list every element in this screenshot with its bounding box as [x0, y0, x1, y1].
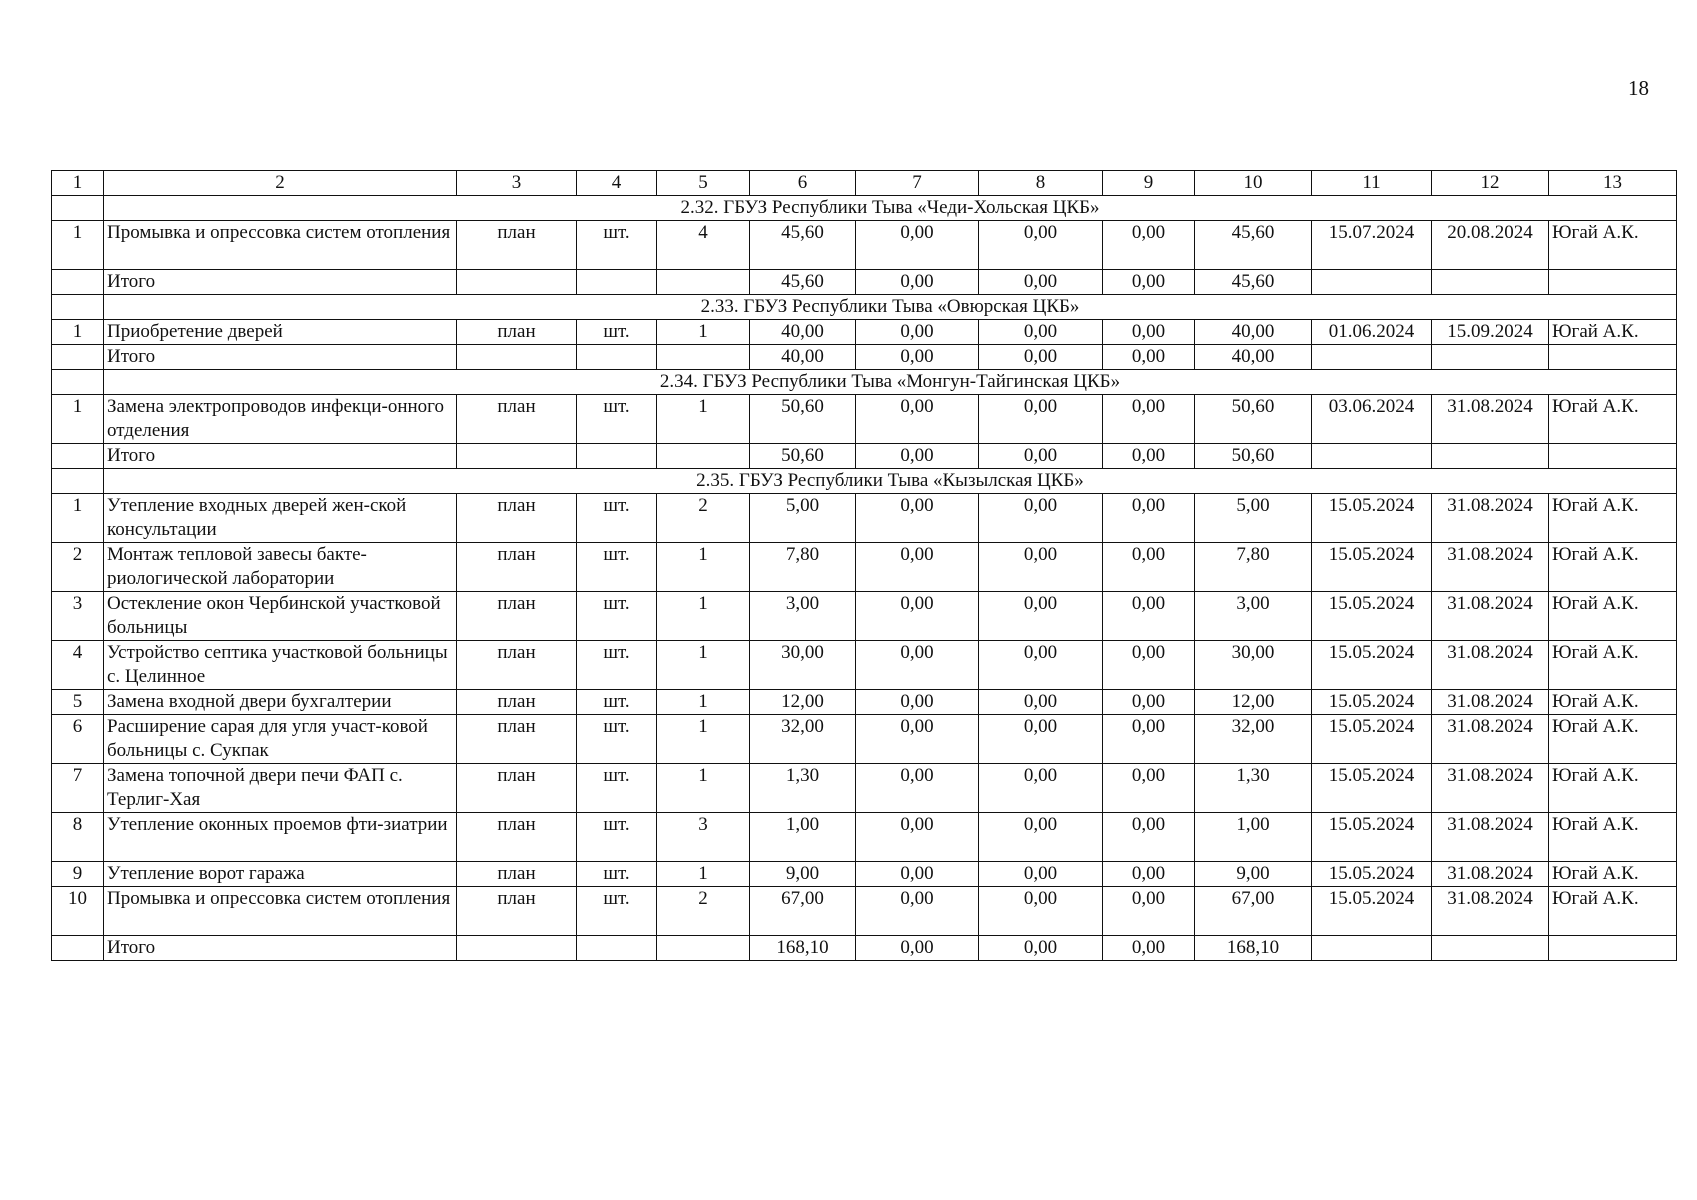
total-col8: 0,00	[979, 936, 1103, 961]
amount-col7: 0,00	[856, 320, 979, 345]
plan-type: план	[457, 862, 577, 887]
amount-col9: 0,00	[1103, 887, 1195, 936]
amount-col8: 0,00	[979, 543, 1103, 592]
responsible-person: Югай А.К.	[1549, 764, 1677, 813]
table-row	[52, 813, 1677, 862]
responsible-person: Югай А.К.	[1549, 395, 1677, 444]
row-number: 10	[52, 887, 104, 936]
table-row	[52, 494, 1677, 543]
work-name: Приобретение дверей	[104, 320, 457, 345]
end-date: 31.08.2024	[1432, 764, 1549, 813]
amount-col7: 0,00	[856, 395, 979, 444]
total-label: Итого	[104, 270, 457, 295]
work-name: Замена входной двери бухгалтерии	[104, 690, 457, 715]
amount-col9: 0,00	[1103, 320, 1195, 345]
total-col9: 0,00	[1103, 345, 1195, 370]
amount-col9: 0,00	[1103, 813, 1195, 862]
row-number: 9	[52, 862, 104, 887]
col-header: 12	[1432, 171, 1549, 196]
responsible-person: Югай А.К.	[1549, 887, 1677, 936]
section-header-row	[52, 295, 1677, 320]
quantity: 1	[657, 715, 750, 764]
work-name: Утепление ворот гаража	[104, 862, 457, 887]
total-col10: 50,60	[1195, 444, 1312, 469]
responsible-person: Югай А.К.	[1549, 813, 1677, 862]
end-date: 31.08.2024	[1432, 862, 1549, 887]
amount-col7: 0,00	[856, 690, 979, 715]
amount-col9: 0,00	[1103, 221, 1195, 270]
amount-col7: 0,00	[856, 494, 979, 543]
table-row	[52, 764, 1677, 813]
total-col10: 40,00	[1195, 345, 1312, 370]
section-title: 2.35. ГБУЗ Республики Тыва «Кызылская ЦКБ»	[104, 469, 1677, 494]
empty-cell	[657, 270, 750, 295]
amount-col9: 0,00	[1103, 764, 1195, 813]
empty-cell	[1432, 345, 1549, 370]
col-header: 2	[104, 171, 457, 196]
amount-total: 12,00	[750, 690, 856, 715]
total-label: Итого	[104, 936, 457, 961]
empty-cell	[1312, 444, 1432, 469]
start-date: 01.06.2024	[1312, 320, 1432, 345]
plan-type: план	[457, 543, 577, 592]
end-date: 15.09.2024	[1432, 320, 1549, 345]
amount-col9: 0,00	[1103, 395, 1195, 444]
plan-type: план	[457, 494, 577, 543]
section-title: 2.32. ГБУЗ Республики Тыва «Чеди-Хольская ЦКБ»	[104, 196, 1677, 221]
amount-col7: 0,00	[856, 543, 979, 592]
empty-cell	[577, 270, 657, 295]
amount-col9: 0,00	[1103, 641, 1195, 690]
total-label: Итого	[104, 444, 457, 469]
total-row	[52, 270, 1677, 295]
empty-cell	[657, 345, 750, 370]
amount-total: 40,00	[750, 320, 856, 345]
work-name: Утепление входных дверей жен-ской консультации	[104, 494, 457, 543]
start-date: 15.05.2024	[1312, 887, 1432, 936]
col-header: 10	[1195, 171, 1312, 196]
quantity: 2	[657, 494, 750, 543]
amount-total: 50,60	[750, 395, 856, 444]
table-row	[52, 715, 1677, 764]
responsible-person: Югай А.К.	[1549, 592, 1677, 641]
empty-cell	[457, 345, 577, 370]
quantity: 4	[657, 221, 750, 270]
plan-type: план	[457, 592, 577, 641]
row-number: 1	[52, 494, 104, 543]
row-number: 8	[52, 813, 104, 862]
start-date: 15.07.2024	[1312, 221, 1432, 270]
amount-total: 5,00	[750, 494, 856, 543]
end-date: 31.08.2024	[1432, 690, 1549, 715]
table-row	[52, 221, 1677, 270]
unit: шт.	[577, 641, 657, 690]
quantity: 1	[657, 395, 750, 444]
unit: шт.	[577, 395, 657, 444]
total-col8: 0,00	[979, 444, 1103, 469]
amount-total: 7,80	[750, 543, 856, 592]
section-spacer-cell	[52, 370, 104, 395]
amount-col7: 0,00	[856, 592, 979, 641]
total-col9: 0,00	[1103, 270, 1195, 295]
unit: шт.	[577, 690, 657, 715]
amount-col9: 0,00	[1103, 543, 1195, 592]
plan-type: план	[457, 715, 577, 764]
amount-col7: 0,00	[856, 813, 979, 862]
responsible-person: Югай А.К.	[1549, 221, 1677, 270]
work-name: Промывка и опрессовка систем отопления	[104, 221, 457, 270]
table-row	[52, 395, 1677, 444]
amount-col10: 5,00	[1195, 494, 1312, 543]
empty-cell	[52, 345, 104, 370]
amount-col7: 0,00	[856, 221, 979, 270]
col-header: 6	[750, 171, 856, 196]
empty-cell	[52, 270, 104, 295]
start-date: 15.05.2024	[1312, 862, 1432, 887]
amount-col8: 0,00	[979, 221, 1103, 270]
amount-total: 30,00	[750, 641, 856, 690]
work-name: Утепление оконных проемов фти-зиатрии	[104, 813, 457, 862]
unit: шт.	[577, 813, 657, 862]
unit: шт.	[577, 494, 657, 543]
page-number: 18	[1628, 76, 1649, 100]
work-name: Устройство септика участковой больницы с. Целинное	[104, 641, 457, 690]
total-col9: 0,00	[1103, 444, 1195, 469]
quantity: 1	[657, 641, 750, 690]
amount-total: 1,00	[750, 813, 856, 862]
quantity: 1	[657, 543, 750, 592]
col-header: 11	[1312, 171, 1432, 196]
empty-cell	[1549, 270, 1677, 295]
table-row	[52, 862, 1677, 887]
empty-cell	[52, 444, 104, 469]
empty-cell	[1312, 270, 1432, 295]
table-row	[52, 320, 1677, 345]
plan-type: план	[457, 641, 577, 690]
work-name: Остекление окон Чербинской участковой больницы	[104, 592, 457, 641]
total-col7: 0,00	[856, 270, 979, 295]
table-row	[52, 690, 1677, 715]
total-col9: 0,00	[1103, 936, 1195, 961]
col-header: 13	[1549, 171, 1677, 196]
amount-col7: 0,00	[856, 715, 979, 764]
total-col7: 0,00	[856, 936, 979, 961]
col-header: 3	[457, 171, 577, 196]
responsible-person: Югай А.К.	[1549, 494, 1677, 543]
amount-col9: 0,00	[1103, 592, 1195, 641]
amount-col8: 0,00	[979, 764, 1103, 813]
start-date: 15.05.2024	[1312, 641, 1432, 690]
plan-type: план	[457, 764, 577, 813]
empty-cell	[1549, 444, 1677, 469]
amount-col10: 7,80	[1195, 543, 1312, 592]
plan-type: план	[457, 690, 577, 715]
amount-col8: 0,00	[979, 395, 1103, 444]
amount-col8: 0,00	[979, 862, 1103, 887]
end-date: 31.08.2024	[1432, 641, 1549, 690]
unit: шт.	[577, 320, 657, 345]
table-row	[52, 543, 1677, 592]
amount-col7: 0,00	[856, 862, 979, 887]
amount-col9: 0,00	[1103, 494, 1195, 543]
amount-col7: 0,00	[856, 641, 979, 690]
total-amount: 168,10	[750, 936, 856, 961]
amount-total: 32,00	[750, 715, 856, 764]
row-number: 7	[52, 764, 104, 813]
col-header: 9	[1103, 171, 1195, 196]
amount-total: 3,00	[750, 592, 856, 641]
work-name: Монтаж тепловой завесы бакте-риологической лаборатории	[104, 543, 457, 592]
row-number: 1	[52, 320, 104, 345]
empty-cell	[1312, 936, 1432, 961]
quantity: 1	[657, 320, 750, 345]
quantity: 1	[657, 862, 750, 887]
total-col10: 168,10	[1195, 936, 1312, 961]
section-header-row	[52, 370, 1677, 395]
end-date: 31.08.2024	[1432, 494, 1549, 543]
row-number: 1	[52, 395, 104, 444]
end-date: 31.08.2024	[1432, 395, 1549, 444]
row-number: 2	[52, 543, 104, 592]
amount-col8: 0,00	[979, 813, 1103, 862]
total-row	[52, 936, 1677, 961]
total-amount: 40,00	[750, 345, 856, 370]
amount-col8: 0,00	[979, 592, 1103, 641]
section-header-row	[52, 469, 1677, 494]
table-row	[52, 641, 1677, 690]
end-date: 31.08.2024	[1432, 715, 1549, 764]
work-name: Замена топочной двери печи ФАП с. Терлиг-Хая	[104, 764, 457, 813]
row-number: 4	[52, 641, 104, 690]
unit: шт.	[577, 543, 657, 592]
total-col8: 0,00	[979, 345, 1103, 370]
amount-col9: 0,00	[1103, 715, 1195, 764]
amount-col10: 40,00	[1195, 320, 1312, 345]
unit: шт.	[577, 221, 657, 270]
amount-col10: 3,00	[1195, 592, 1312, 641]
empty-cell	[52, 936, 104, 961]
responsible-person: Югай А.К.	[1549, 543, 1677, 592]
start-date: 15.05.2024	[1312, 543, 1432, 592]
start-date: 15.05.2024	[1312, 715, 1432, 764]
empty-cell	[1432, 936, 1549, 961]
section-spacer-cell	[52, 295, 104, 320]
start-date: 15.05.2024	[1312, 764, 1432, 813]
amount-col8: 0,00	[979, 641, 1103, 690]
work-name: Промывка и опрессовка систем отопления	[104, 887, 457, 936]
quantity: 1	[657, 592, 750, 641]
empty-cell	[1432, 444, 1549, 469]
amount-col10: 1,00	[1195, 813, 1312, 862]
col-header: 5	[657, 171, 750, 196]
column-number-row	[52, 171, 1677, 196]
start-date: 15.05.2024	[1312, 813, 1432, 862]
works-table	[51, 170, 1677, 961]
amount-col10: 12,00	[1195, 690, 1312, 715]
empty-cell	[577, 444, 657, 469]
responsible-person: Югай А.К.	[1549, 641, 1677, 690]
total-col7: 0,00	[856, 345, 979, 370]
row-number: 1	[52, 221, 104, 270]
responsible-person: Югай А.К.	[1549, 715, 1677, 764]
empty-cell	[457, 444, 577, 469]
plan-type: план	[457, 887, 577, 936]
total-row	[52, 345, 1677, 370]
amount-col8: 0,00	[979, 715, 1103, 764]
amount-col7: 0,00	[856, 764, 979, 813]
plan-type: план	[457, 320, 577, 345]
quantity: 1	[657, 690, 750, 715]
amount-col10: 9,00	[1195, 862, 1312, 887]
end-date: 31.08.2024	[1432, 813, 1549, 862]
section-header-row	[52, 196, 1677, 221]
empty-cell	[1312, 345, 1432, 370]
row-number: 5	[52, 690, 104, 715]
empty-cell	[577, 936, 657, 961]
responsible-person: Югай А.К.	[1549, 320, 1677, 345]
amount-col9: 0,00	[1103, 690, 1195, 715]
total-col7: 0,00	[856, 444, 979, 469]
amount-col8: 0,00	[979, 320, 1103, 345]
quantity: 1	[657, 764, 750, 813]
section-title: 2.33. ГБУЗ Республики Тыва «Овюрская ЦКБ»	[104, 295, 1677, 320]
section-spacer-cell	[52, 469, 104, 494]
amount-col8: 0,00	[979, 690, 1103, 715]
unit: шт.	[577, 715, 657, 764]
start-date: 15.05.2024	[1312, 690, 1432, 715]
empty-cell	[1549, 936, 1677, 961]
table-row	[52, 887, 1677, 936]
total-row	[52, 444, 1677, 469]
amount-col9: 0,00	[1103, 862, 1195, 887]
amount-col10: 30,00	[1195, 641, 1312, 690]
amount-col8: 0,00	[979, 494, 1103, 543]
amount-col10: 45,60	[1195, 221, 1312, 270]
total-amount: 45,60	[750, 270, 856, 295]
start-date: 03.06.2024	[1312, 395, 1432, 444]
total-col10: 45,60	[1195, 270, 1312, 295]
amount-total: 67,00	[750, 887, 856, 936]
col-header: 4	[577, 171, 657, 196]
responsible-person: Югай А.К.	[1549, 690, 1677, 715]
row-number: 3	[52, 592, 104, 641]
unit: шт.	[577, 592, 657, 641]
start-date: 15.05.2024	[1312, 592, 1432, 641]
total-amount: 50,60	[750, 444, 856, 469]
total-label: Итого	[104, 345, 457, 370]
start-date: 15.05.2024	[1312, 494, 1432, 543]
end-date: 31.08.2024	[1432, 887, 1549, 936]
quantity: 3	[657, 813, 750, 862]
empty-cell	[657, 936, 750, 961]
responsible-person: Югай А.К.	[1549, 862, 1677, 887]
work-name: Замена электропроводов инфекци-онного отделения	[104, 395, 457, 444]
end-date: 20.08.2024	[1432, 221, 1549, 270]
amount-col10: 67,00	[1195, 887, 1312, 936]
amount-col10: 1,30	[1195, 764, 1312, 813]
unit: шт.	[577, 764, 657, 813]
work-name: Расширение сарая для угля участ-ковой больницы с. Сукпак	[104, 715, 457, 764]
plan-type: план	[457, 395, 577, 444]
empty-cell	[1432, 270, 1549, 295]
plan-type: план	[457, 813, 577, 862]
table-row	[52, 592, 1677, 641]
plan-type: план	[457, 221, 577, 270]
empty-cell	[457, 270, 577, 295]
col-header: 1	[52, 171, 104, 196]
empty-cell	[657, 444, 750, 469]
amount-total: 1,30	[750, 764, 856, 813]
section-title: 2.34. ГБУЗ Республики Тыва «Монгун-Тайгинская ЦКБ»	[104, 370, 1677, 395]
end-date: 31.08.2024	[1432, 592, 1549, 641]
section-spacer-cell	[52, 196, 104, 221]
col-header: 8	[979, 171, 1103, 196]
amount-total: 45,60	[750, 221, 856, 270]
amount-col7: 0,00	[856, 887, 979, 936]
unit: шт.	[577, 887, 657, 936]
empty-cell	[1549, 345, 1677, 370]
col-header: 7	[856, 171, 979, 196]
total-col8: 0,00	[979, 270, 1103, 295]
amount-total: 9,00	[750, 862, 856, 887]
end-date: 31.08.2024	[1432, 543, 1549, 592]
empty-cell	[457, 936, 577, 961]
empty-cell	[577, 345, 657, 370]
amount-col10: 50,60	[1195, 395, 1312, 444]
quantity: 2	[657, 887, 750, 936]
unit: шт.	[577, 862, 657, 887]
row-number: 6	[52, 715, 104, 764]
amount-col10: 32,00	[1195, 715, 1312, 764]
amount-col8: 0,00	[979, 887, 1103, 936]
